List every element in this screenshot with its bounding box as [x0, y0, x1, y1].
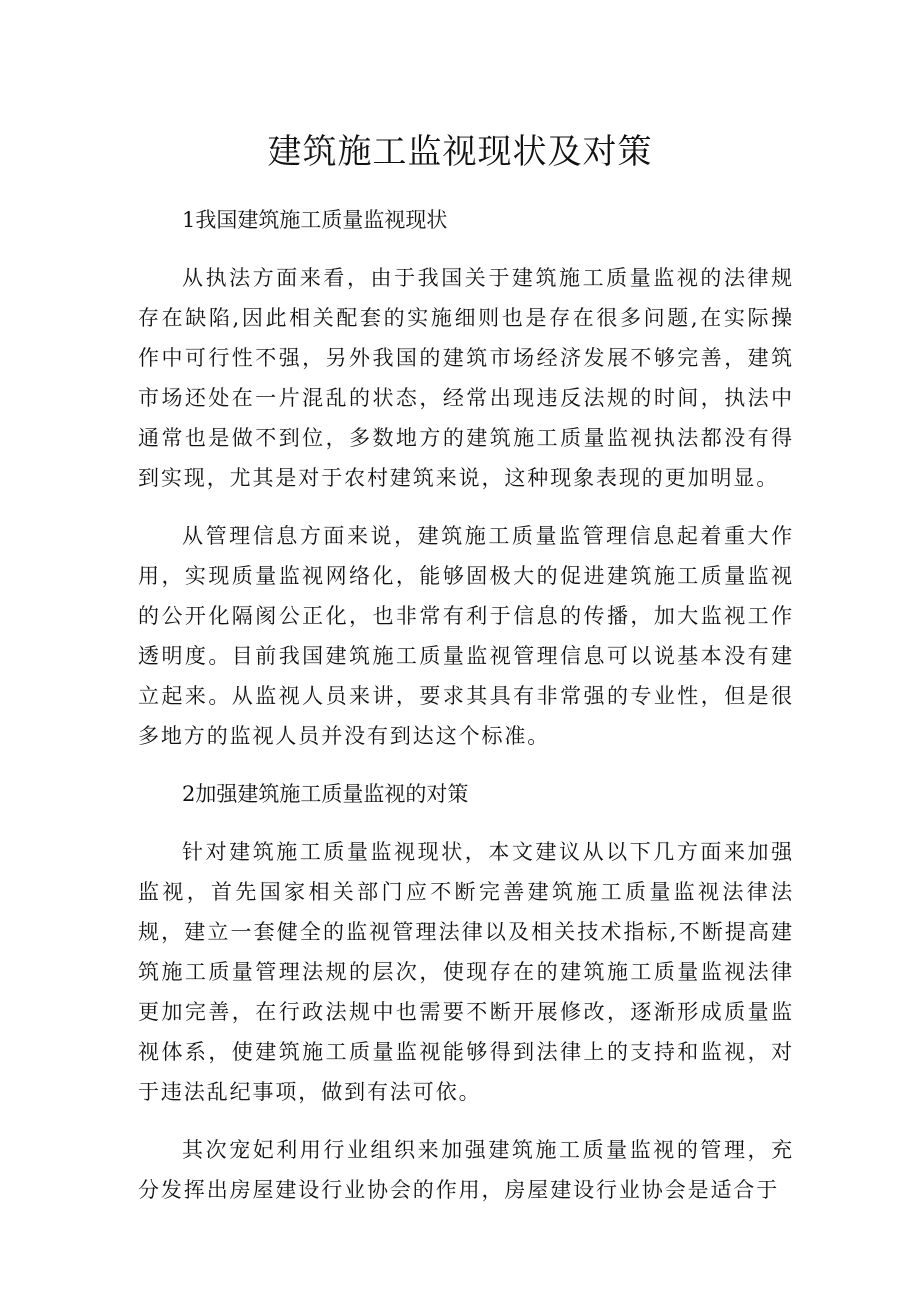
document-body	[138, 200, 794, 1228]
paragraph-management-info: 从管理信息方面来说，建筑施工质量监管理信息起着重大作用，实现质量监视网络化，能够固极大的促进建筑施工质量监视的公开化隔阂公正化，也非常有利于信息的传播，加大监视工作透明度。目前我国建筑施工质量监视管理信息可以说基本没有建立起来。从监视人员来讲，要求其具有非常强的专业性，但是很多地方的监视人员并没有到达这个标准。	[138, 524, 794, 748]
section-heading-2: 2加强建筑施工质量监视的对策	[182, 782, 469, 806]
paragraph-countermeasures: 针对建筑施工质量监视现状，本文建议从以下几方面来加强监视，首先国家相关部门应不断完善建筑施工质量监视法律法规，建立一套健全的监视管理法律以及相关技术指标,不断提高建筑施工质量管理法规的层次，使现存在的建筑施工质量监视法律更加完善，在行政法规中也需要不断开展修改，逐渐形成质量监视体系，使建筑施工质量监视能够得到法律上的支持和监视，对于违法乱纪事项，做到有法可依。	[138, 840, 794, 1104]
page-title: 建筑施工监视现状及对策	[267, 132, 653, 172]
paragraph-industry-association: 其次宠妃利用行业组织来加强建筑施工质量监视的管理，充分发挥出房屋建设行业协会的作用，房屋建设行业协会是适合于	[138, 1138, 794, 1202]
paragraph-enforcement: 从执法方面来看，由于我国关于建筑施工质量监视的法律规存在缺陷,因此相关配套的实施细则也是存在很多问题,在实际操作中可行性不强，另外我国的建筑市场经济发展不够完善，建筑市场还处在一片混乱的状态，经常出现违反法规的时间，执法中通常也是做不到位，多数地方的建筑施工质量监视执法都没有得到实现，尤其是对于农村建筑来说，这种现象表现的更加明显。	[138, 266, 794, 490]
section-heading-1: 1我国建筑施工质量监视现状	[182, 208, 448, 232]
